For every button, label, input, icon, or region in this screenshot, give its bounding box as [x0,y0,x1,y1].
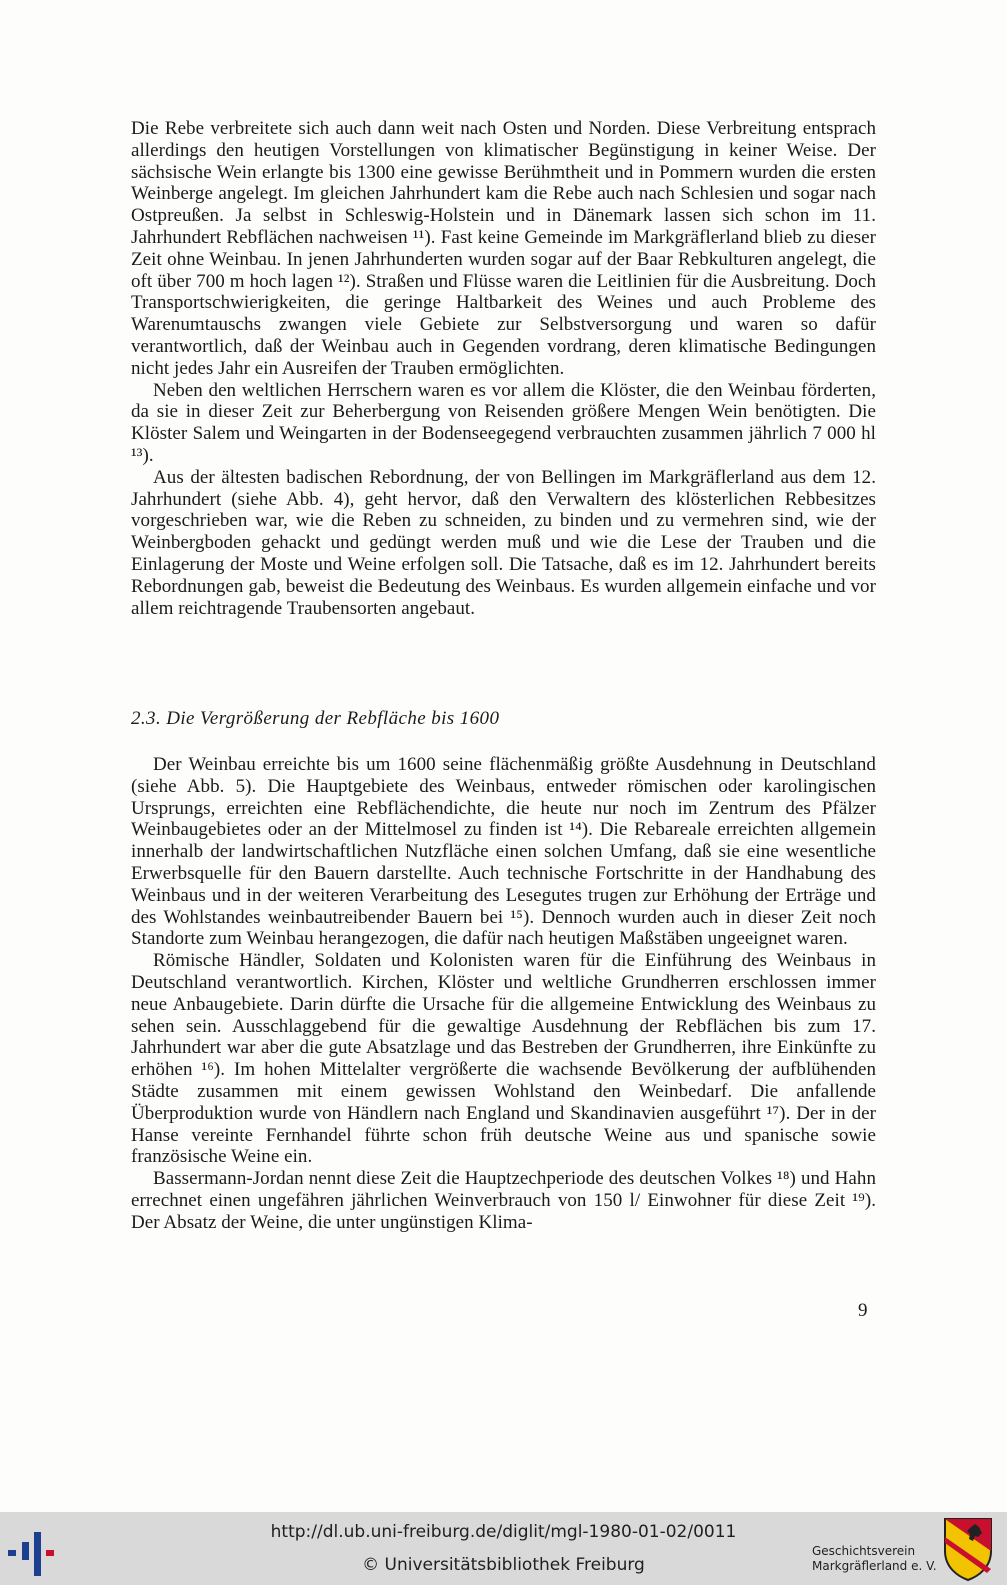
body-text-section-1 [131,118,876,619]
paragraph: Bassermann-Jordan nennt diese Zeit die Hauptzechperiode des deutschen Volkes ¹⁸) und Hahn errechnet einen ungefähren jährlichen Weinverbrauch von 150 l/ Einwohner für diese Zeit ¹⁹). Der Absatz der Weine, die unter ungünstigen Klima- [131,1168,876,1233]
paragraph: Aus der ältesten badischen Rebordnung, der von Bellingen im Markgräflerland aus dem 12. Jahrhundert (siehe Abb. 4), geht hervor, daß den Verwaltern des klösterlichen Rebbesitzes vorgeschrieben war, wie die Reben zu schneiden, zu binden und zu vermehren sind, wie der Weinbergboden gehackt und gedüngt werden muß und wie die Lese der Trauben und die Einlagerung der Moste und Weine erfolgen soll. Die Tatsache, daß es im 12. Jahrhundert bereits Rebordnungen gab, beweist die Bedeutung des Weinbaus. Es wurden allgemein einfache und vor allem reichtragende Traubensorten angebaut. [131,466,876,619]
association-line-2: Markgräflerland e. V. [812,1559,937,1573]
copyright-text: © Universitätsbibliothek Freiburg [362,1555,645,1575]
page-number: 9 [858,1300,868,1321]
section-heading: 2.3. Die Vergrößerung der Rebfläche bis 1600 [131,708,500,729]
footer-bar [0,1512,1007,1585]
paragraph: Neben den weltlichen Herrschern waren es vor allem die Klöster, die den Weinbau förderten, da sie in dieser Zeit zur Beherbergung von Reisenden größere Mengen Wein benötigten. Die Klöster Salem und Weingarten in der Bodenseegegend verbrauchten zusammen jährlich 7 000 hl ¹³). [131,379,876,466]
association-name [812,1544,937,1574]
body-text-section-2 [131,754,876,1234]
document-url-link[interactable]: http://dl.ub.uni-freiburg.de/diglit/mgl-1980-01-02/0011 [270,1522,737,1542]
association-line-1: Geschichtsverein [812,1544,916,1558]
coat-of-arms-icon [943,1517,993,1581]
paragraph: Römische Händler, Soldaten und Kolonisten waren für die Einführung des Weinbaus in Deutschland verantwortlich. Kirchen, Klöster und weltliche Grundherren erschlossen immer neue Anbaugebiete. Darin dürfte die Ursache für die allgemeine Entwicklung des Weinbaus zu sehen sein. Ausschlaggebend für die gewaltige Ausdehnung der Rebflächen bis zum 17. Jahrhundert war aber die gute Absatzlage und das Bestreben der Grundherren, ihre Einkünfte zu erhöhen ¹⁶). Im hohen Mittelalter vergrößerte die wachsende Bevölkerung der aufblühenden Städte zusammen mit einem gewissen Wohlstand den Weinbedarf. Die anfallende Überproduktion wurde von Händlern nach England und Skandinavien ausgeführt ¹⁷). Der in der Hanse vereinte Fernhandel führte schon früh deutsche Weine aus und spanische sowie französische Weine ein. [131,950,876,1168]
paragraph: Die Rebe verbreitete sich auch dann weit nach Osten und Norden. Diese Verbreitung entsprach allerdings den heutigen Vorstellungen von klimatischer Begünstigung in keiner Weise. Der sächsische Wein erlangte bis 1300 eine gewisse Berühmtheit und in Pommern wurden die ersten Weinberge angelegt. Im gleichen Jahrhundert kam die Rebe auch nach Schlesien und sogar nach Ostpreußen. Ja selbst in Schleswig-Holstein und in Dänemark lassen sich schon im 11. Jahrhundert Rebflächen nachweisen ¹¹). Fast keine Gemeinde im Markgräflerland blieb zu dieser Zeit ohne Weinbau. In jenen Jahrhunderten wurden sogar auf der Baar Rebkulturen angelegt, die oft über 700 m hoch lagen ¹²). Straßen und Flüsse waren die Leitlinien für die Ausbreitung. Doch Transportschwierigkeiten, die geringe Haltbarkeit des Weines und auch Probleme des Warenumtauschs zwangen viele Gebiete zur Selbstversorgung und waren so dafür verantwortlich, daß der Weinbau auch in Gegenden vordrang, deren klimatische Bedingungen nicht jedes Jahr ein Ausreifen der Trauben ermöglichten. [131,118,876,379]
paragraph: Der Weinbau erreichte bis um 1600 seine flächenmäßig größte Ausdehnung in Deutschland (siehe Abb. 5). Die Hauptgebiete des Weinbaus, entweder römischen oder karolingischen Ursprungs, erreichten eine Rebflächendichte, die heute nur noch im Zentrum des Pfälzer Weinbaugebietes oder an der Mittelmosel zu finden ist ¹⁴). Die Rebareale erreichten allgemein innerhalb der landwirtschaftlichen Nutzfläche einen solchen Umfang, daß sie eine wesentliche Erwerbsquelle für den Bauern darstellte. Auch technische Fortschritte in der Handhabung des Weinbaus und in der weiteren Verarbeitung des Lesegutes trugen zur Erhöhung der Erträge und des Wohlstandes weinbautreibender Bauern bei ¹⁵). Dennoch wurden auch in dieser Zeit noch Standorte zum Weinbau herangezogen, die dafür nach heutigen Maßstäben ungeeignet waren. [131,754,876,950]
